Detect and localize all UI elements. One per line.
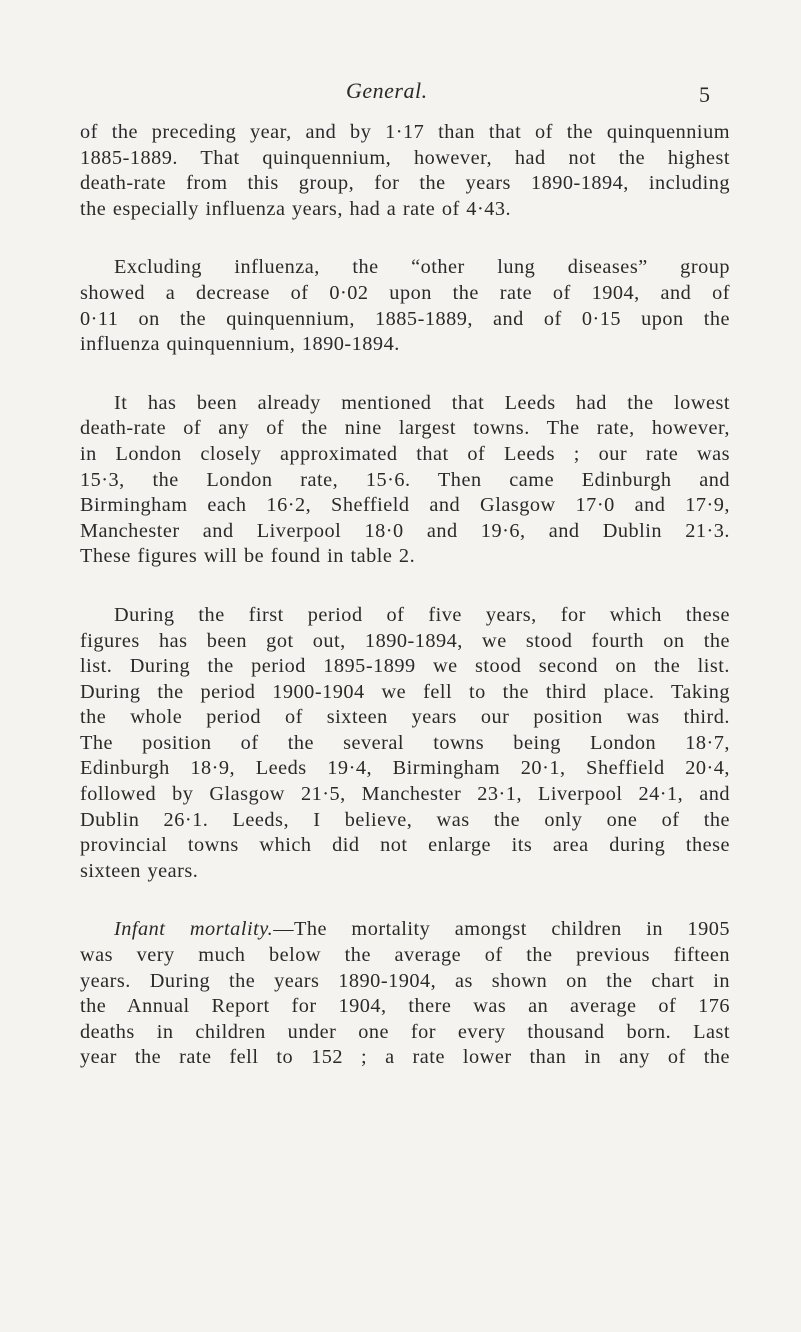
text-line: list. During the period 1895-1899 we stood second on the list. <box>80 655 730 678</box>
text-line: During the first period of five years, for which these <box>114 603 730 626</box>
header-title: General. <box>346 78 428 103</box>
text-line: sixteen years. <box>80 859 199 882</box>
text-run: —The mortality amongst children in 1905 <box>273 918 730 941</box>
text-line: 15·3, the London rate, 15·6. Then came Edinburgh and <box>80 468 730 491</box>
text-line: the especially influenza years, had a rate of 4·43. <box>80 197 512 220</box>
text-line: It has been already mentioned that Leeds had the lowest <box>114 391 730 414</box>
text-line: Excluding influenza, the “other lung diseases” group <box>114 256 730 279</box>
section-heading-italic: Infant mortality. <box>114 918 274 941</box>
text-line: death-rate from this group, for the years 1890-1894, including <box>80 172 730 195</box>
paragraph-2 <box>80 255 730 357</box>
text-line: death-rate of any of the nine largest towns. The rate, however, <box>80 417 730 440</box>
text-line: Edinburgh 18·9, Leeds 19·4, Birmingham 20·1, Sheffield 20·4, <box>80 757 730 780</box>
text-line: Manchester and Liverpool 18·0 and 19·6, and Dublin 21·3. <box>80 519 730 542</box>
text-line: 1885-1889. That quinquennium, however, had not the highest <box>80 146 730 169</box>
body-text <box>80 120 730 1071</box>
text-line: Dublin 26·1. Leeds, I believe, was the only one of the <box>80 808 730 831</box>
paragraph-5 <box>80 917 730 1071</box>
paragraph-1 <box>80 120 730 222</box>
text-line: influenza quinquennium, 1890-1894. <box>80 333 400 356</box>
text-line: was very much below the average of the previous fifteen <box>80 944 730 967</box>
paragraph-3 <box>80 391 730 570</box>
text-line: 0·11 on the quinquennium, 1885-1889, and of 0·15 upon the <box>80 307 730 330</box>
text-line: followed by Glasgow 21·5, Manchester 23·1, Liverpool 24·1, and <box>80 783 730 806</box>
text-line: Birmingham each 16·2, Sheffield and Glasgow 17·0 and 17·9, <box>80 494 730 517</box>
text-line: of the preceding year, and by 1·17 than that of the quinquennium <box>80 121 730 143</box>
text-line: the whole period of sixteen years our position was third. <box>80 706 730 729</box>
text-line: provincial towns which did not enlarge its area during these <box>80 834 730 857</box>
running-header <box>0 78 801 118</box>
text-line: the Annual Report for 1904, there was an average of 176 <box>80 995 730 1018</box>
text-line: deaths in children under one for every thousand born. Last <box>80 1020 730 1043</box>
page-number: 5 <box>699 82 710 107</box>
text-line: in London closely approximated that of Leeds ; our rate was <box>80 442 730 465</box>
text-line: During the period 1900-1904 we fell to the third place. Taking <box>80 680 730 703</box>
text-line: The position of the several towns being London 18·7, <box>80 731 730 754</box>
text-line: year the rate fell to 152 ; a rate lower than in any of the <box>80 1046 730 1069</box>
paragraph-4 <box>80 603 730 885</box>
text-line: These figures will be found in table 2. <box>80 545 416 568</box>
text-line: years. During the years 1890-1904, as shown on the chart in <box>80 969 730 992</box>
text-line: figures has been got out, 1890-1894, we stood fourth on the <box>80 629 730 652</box>
text-line: showed a decrease of 0·02 upon the rate of 1904, and of <box>80 281 730 304</box>
text-line <box>80 917 730 943</box>
